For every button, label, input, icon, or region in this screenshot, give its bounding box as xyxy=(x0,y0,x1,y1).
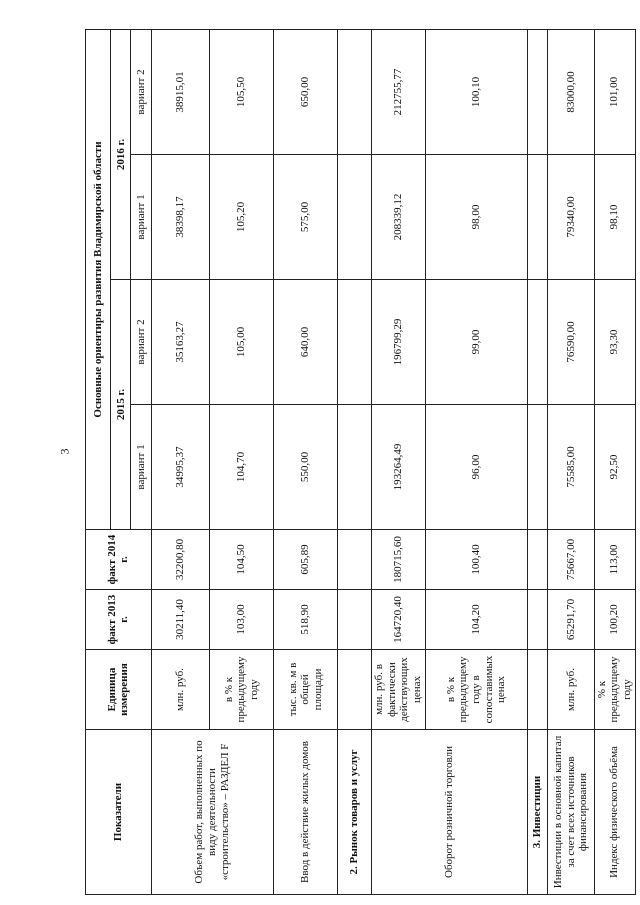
rotated-table-wrapper xyxy=(85,30,636,895)
header-row xyxy=(86,30,111,895)
value-cell: 164720,40 xyxy=(371,590,425,650)
header-guidelines: Основные ориентиры развития Владимирской области xyxy=(86,30,111,530)
section-row xyxy=(338,30,371,895)
table-row xyxy=(273,30,338,895)
value-cell: 32200,80 xyxy=(151,530,210,590)
unit-cell: % к предыдущему году xyxy=(594,650,635,730)
empty-cell xyxy=(338,590,371,650)
header-2016-variant-1: вариант 1 xyxy=(131,155,151,280)
value-cell: 99,00 xyxy=(425,280,527,405)
value-cell: 103,00 xyxy=(210,590,274,650)
empty-cell xyxy=(338,650,371,730)
value-cell: 105,50 xyxy=(210,30,274,155)
value-cell: 75585,00 xyxy=(548,405,594,530)
section-row xyxy=(527,30,547,895)
value-cell: 105,20 xyxy=(210,155,274,280)
value-cell: 605,89 xyxy=(273,530,338,590)
value-cell: 35163,27 xyxy=(151,280,210,405)
value-cell: 79340,00 xyxy=(548,155,594,280)
header-year-2016: 2016 г. xyxy=(111,30,131,280)
empty-cell xyxy=(527,280,547,405)
empty-cell xyxy=(338,405,371,530)
header-2015-variant-1: вариант 1 xyxy=(131,405,151,530)
value-cell: 113,00 xyxy=(594,530,635,590)
value-cell: 100,20 xyxy=(594,590,635,650)
empty-cell xyxy=(338,30,371,155)
indicator-volume-index: Индекс физического объёма xyxy=(594,730,635,895)
indicator-retail: Оборот розничной торговли xyxy=(371,730,527,895)
value-cell: 105,00 xyxy=(210,280,274,405)
value-cell: 650,00 xyxy=(273,30,338,155)
value-cell: 76590,00 xyxy=(548,280,594,405)
indicator-construction: Объем работ, выполненных по виду деятельности «строительство» – РАЗДЕЛ F xyxy=(151,730,273,895)
page-number: 3 xyxy=(57,448,72,455)
indicator-housing: Ввод в действие жилых домов xyxy=(273,730,338,895)
value-cell: 196799,29 xyxy=(371,280,425,405)
unit-cell: млн. руб. xyxy=(548,650,594,730)
header-2016-variant-2: вариант 2 xyxy=(131,30,151,155)
table-row xyxy=(594,30,635,895)
empty-cell xyxy=(338,155,371,280)
value-cell: 96,00 xyxy=(425,405,527,530)
section-title-investments: 3. Инвестиции xyxy=(527,730,547,895)
header-fact-2014: факт 2014 г. xyxy=(86,530,152,590)
header-indicators: Показатели xyxy=(86,730,152,895)
value-cell: 34995,37 xyxy=(151,405,210,530)
table-row xyxy=(371,30,425,895)
value-cell: 518,90 xyxy=(273,590,338,650)
empty-cell xyxy=(527,530,547,590)
value-cell: 104,20 xyxy=(425,590,527,650)
value-cell: 65291,70 xyxy=(548,590,594,650)
value-cell: 104,50 xyxy=(210,530,274,590)
value-cell: 83000,00 xyxy=(548,30,594,155)
header-year-2015: 2015 г. xyxy=(111,280,131,530)
unit-cell: млн. руб. xyxy=(151,650,210,730)
value-cell: 193264,49 xyxy=(371,405,425,530)
value-cell: 30211,40 xyxy=(151,590,210,650)
value-cell: 38915,01 xyxy=(151,30,210,155)
empty-cell xyxy=(338,280,371,405)
empty-cell xyxy=(527,590,547,650)
value-cell: 98,00 xyxy=(425,155,527,280)
value-cell: 75667,00 xyxy=(548,530,594,590)
header-2015-variant-2: вариант 2 xyxy=(131,280,151,405)
value-cell: 92,50 xyxy=(594,405,635,530)
value-cell: 212755,77 xyxy=(371,30,425,155)
value-cell: 101,00 xyxy=(594,30,635,155)
value-cell: 93,30 xyxy=(594,280,635,405)
unit-cell: тыс. кв. м в общей площади xyxy=(273,650,338,730)
unit-cell: млн. руб. в фактически действующих ценах xyxy=(371,650,425,730)
empty-cell xyxy=(338,530,371,590)
value-cell: 98,10 xyxy=(594,155,635,280)
value-cell: 38398,17 xyxy=(151,155,210,280)
indicator-investments: Инвестиции в основной капитал за счет всех источников финансирования xyxy=(548,730,594,895)
unit-cell: в % к предыдущему году в сопоставимых ценах xyxy=(425,650,527,730)
value-cell: 104,70 xyxy=(210,405,274,530)
value-cell: 100,40 xyxy=(425,530,527,590)
guidelines-table xyxy=(85,29,636,895)
value-cell: 575,00 xyxy=(273,155,338,280)
value-cell: 180715,60 xyxy=(371,530,425,590)
value-cell: 208339,12 xyxy=(371,155,425,280)
empty-cell xyxy=(527,155,547,280)
value-cell: 640,00 xyxy=(273,280,338,405)
header-fact-2013: факт 2013 г. xyxy=(86,590,152,650)
table-row xyxy=(548,30,594,895)
table-row xyxy=(151,30,210,895)
empty-cell xyxy=(527,405,547,530)
section-title-market: 2. Рынок товаров и услуг xyxy=(338,730,371,895)
empty-cell xyxy=(527,650,547,730)
header-unit: Единица измерения xyxy=(86,650,152,730)
empty-cell xyxy=(527,30,547,155)
value-cell: 550,00 xyxy=(273,405,338,530)
unit-cell: в % к предыдущему году xyxy=(210,650,274,730)
value-cell: 100,10 xyxy=(425,30,527,155)
